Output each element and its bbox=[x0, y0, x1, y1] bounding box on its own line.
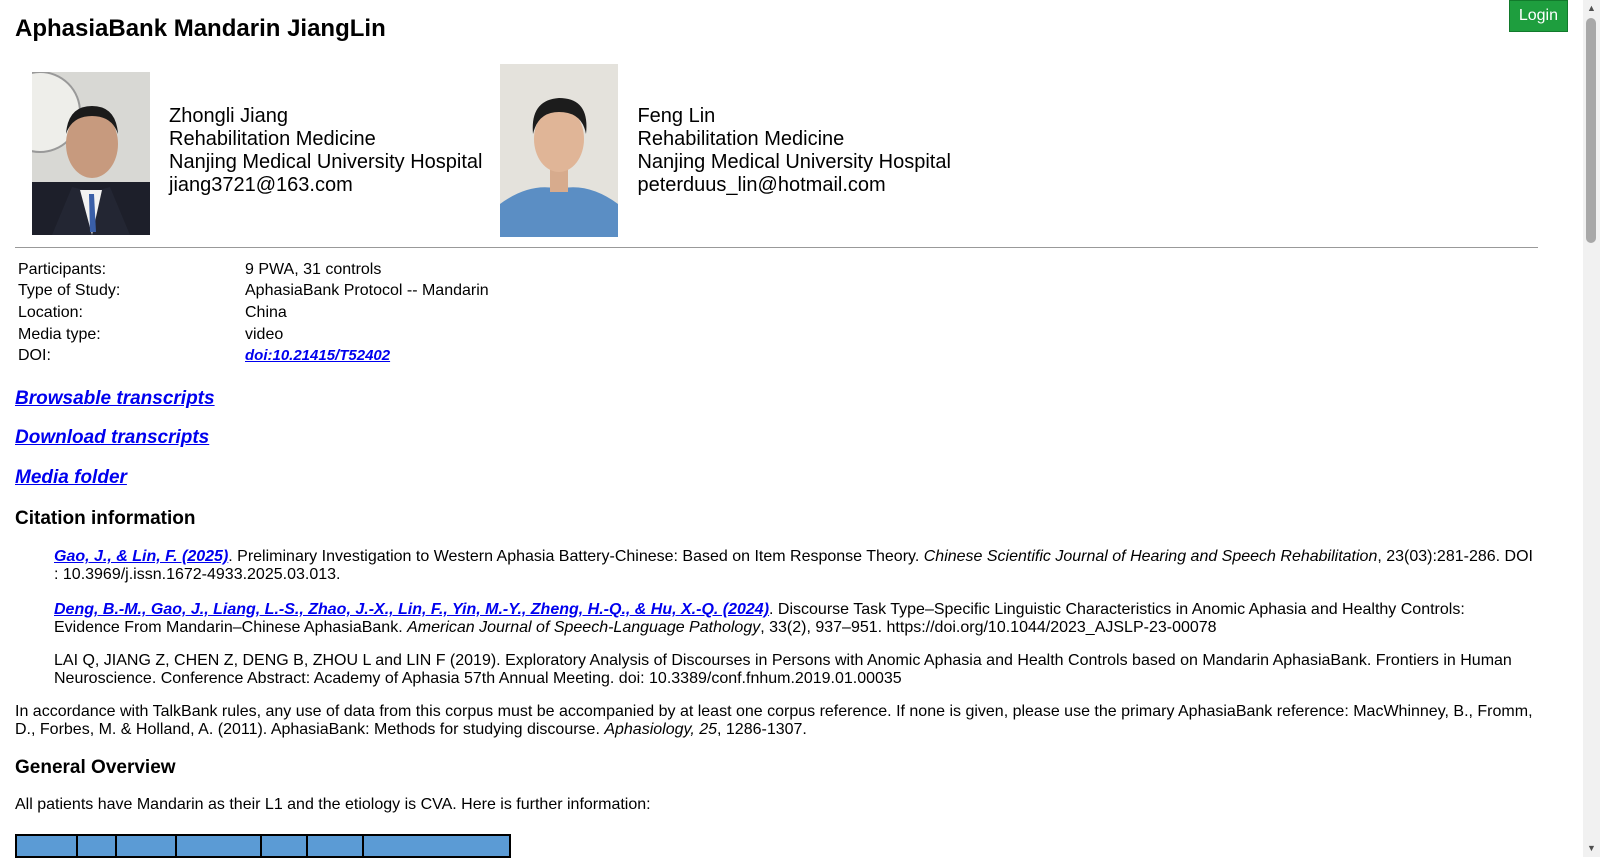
table-row bbox=[16, 835, 510, 857]
study-type-value: AphasiaBank Protocol -- Mandarin bbox=[245, 282, 489, 300]
citation-text: . Discourse Task Type–Specific Linguistic Characteristics in Anomic Aphasia and Healthy Controls: Evidence From Mandarin–Chinese AphasiaBank. bbox=[54, 601, 1465, 636]
doi-label: DOI: bbox=[18, 347, 51, 365]
login-button[interactable]: Login bbox=[1509, 0, 1568, 32]
table-header-cell bbox=[261, 835, 307, 857]
table-header-cell bbox=[77, 835, 116, 857]
location-label: Location: bbox=[18, 303, 83, 321]
researcher-info bbox=[637, 105, 950, 197]
location-value: China bbox=[245, 303, 287, 321]
researcher-info bbox=[169, 105, 482, 197]
researcher-card bbox=[32, 64, 482, 237]
table-row bbox=[18, 260, 489, 280]
rules-text: In accordance with TalkBank rules, any use of data from this corpus must be accompanied by at least one corpus reference. If none is given, please use the primary AphasiaBank reference: MacWhinney, B., Fromm, D., Forbes, M. & Holland, A. (2011). AphasiaBank: Methods for studying discourse. bbox=[15, 703, 1533, 738]
citation-link[interactable]: Deng, B.-M., Gao, J., Liang, L.-S., Zhao, J.-X., Lin, F., Yin, M.-Y., Zheng, H.-Q., & Hu, X.-Q. (2024) bbox=[54, 601, 770, 618]
researcher-card bbox=[500, 64, 950, 237]
citation-item bbox=[54, 548, 1534, 584]
doi-link[interactable]: doi:10.21415/T52402 bbox=[245, 347, 391, 365]
citation-link[interactable]: Gao, J., & Lin, F. (2025) bbox=[54, 548, 229, 565]
table-header-cell bbox=[363, 835, 510, 857]
citation-item bbox=[54, 601, 1534, 637]
download-transcripts-link[interactable]: Download transcripts bbox=[15, 427, 210, 448]
citation-journal: Chinese Scientific Journal of Hearing and Speech Rehabilitation bbox=[923, 548, 1378, 565]
researcher-institution: Nanjing Medical University Hospital bbox=[637, 150, 951, 173]
citation-item: LAI Q, JIANG Z, CHEN Z, DENG B, ZHOU L and LIN F (2019). Exploratory Analysis of Discourses in Persons with Anomic Aphasia and Health Controls based on Mandarin AphasiaBank. Frontiers in Human Neuroscience. Conference Abstract: Academy of Aphasia 57th Annual Meeting. doi: 10.3389/conf.fnhum.2019.01.00035 bbox=[54, 652, 1512, 687]
participants-label: Participants: bbox=[18, 260, 107, 278]
divider bbox=[15, 247, 1538, 248]
rules-details: , 1286-1307. bbox=[717, 721, 807, 738]
citation-details: , 33(2), 937–951. https://doi.org/10.1044/2023_AJSLP-23-00078 bbox=[760, 619, 1217, 636]
overview-table-header bbox=[15, 834, 511, 858]
scroll-down-arrow-icon[interactable]: ▼ bbox=[1587, 843, 1596, 853]
rules-journal: Aphasiology, 25 bbox=[604, 721, 717, 738]
media-type-value: video bbox=[245, 325, 284, 343]
scrollbar-thumb[interactable] bbox=[1586, 18, 1596, 243]
researcher-name: Feng Lin bbox=[637, 104, 716, 127]
researcher-photo bbox=[32, 72, 150, 235]
corpus-metadata-table bbox=[15, 258, 492, 368]
researcher-department: Rehabilitation Medicine bbox=[637, 127, 845, 150]
table-header-cell bbox=[176, 835, 261, 857]
study-type-label: Type of Study: bbox=[18, 282, 121, 300]
researcher-photo bbox=[500, 64, 618, 237]
table-header-cell bbox=[307, 835, 363, 857]
overview-text: All patients have Mandarin as their L1 and the etiology is CVA. Here is further information: bbox=[15, 796, 651, 813]
citation-rules-paragraph bbox=[15, 703, 1538, 739]
table-header-cell bbox=[116, 835, 176, 857]
vertical-scrollbar[interactable] bbox=[1583, 0, 1600, 857]
citation-heading: Citation information bbox=[15, 508, 196, 529]
table-header-cell bbox=[16, 835, 77, 857]
table-row bbox=[18, 346, 489, 366]
overview-heading: General Overview bbox=[15, 757, 176, 778]
participants-value: 9 PWA, 31 controls bbox=[245, 260, 382, 278]
researcher-department: Rehabilitation Medicine bbox=[169, 127, 376, 150]
table-row bbox=[18, 282, 489, 302]
page-title: AphasiaBank Mandarin JiangLin bbox=[15, 15, 386, 42]
researcher-email: peterduus_lin@hotmail.com bbox=[637, 173, 886, 196]
table-row bbox=[18, 303, 489, 323]
media-folder-link[interactable]: Media folder bbox=[15, 467, 127, 488]
browsable-transcripts-link[interactable]: Browsable transcripts bbox=[15, 388, 215, 409]
scroll-up-arrow-icon[interactable]: ▲ bbox=[1587, 3, 1596, 13]
citation-details: , 23(03):281-286. DOI : 10.3969/j.issn.1672-4933.2025.03.013. bbox=[54, 548, 1533, 583]
researchers-section bbox=[32, 64, 969, 237]
researcher-institution: Nanjing Medical University Hospital bbox=[169, 150, 483, 173]
researcher-email: jiang3721@163.com bbox=[169, 173, 353, 196]
media-type-label: Media type: bbox=[18, 325, 101, 343]
citation-text: . Preliminary Investigation to Western Aphasia Battery-Chinese: Based on Item Response Theory. bbox=[228, 548, 924, 565]
researcher-name: Zhongli Jiang bbox=[169, 104, 288, 127]
table-row bbox=[18, 325, 489, 345]
citation-journal: American Journal of Speech-Language Pathology bbox=[407, 619, 761, 636]
